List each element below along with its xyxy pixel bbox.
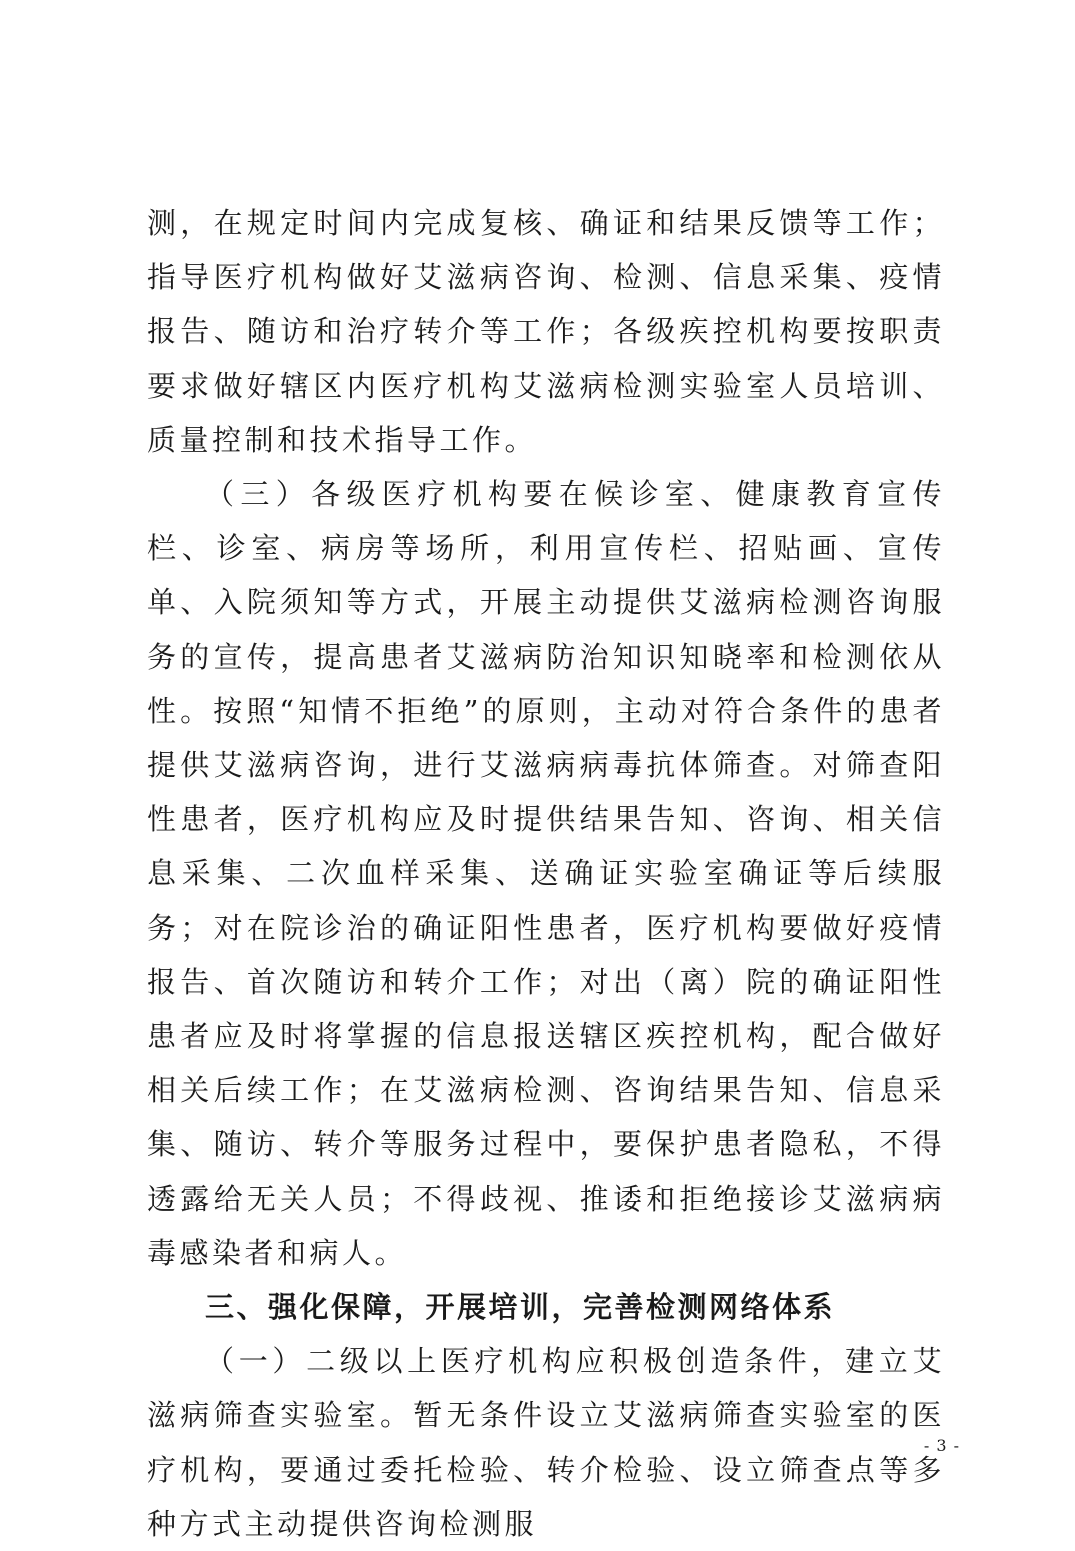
paragraph-item-three: （三）各级医疗机构要在候诊室、健康教育宣传栏、诊室、病房等场所，利用宣传栏、招贴画、宣传单、入院须知等方式，开展主动提供艾滋病检测咨询服务的宣传，提高患者艾滋病防治知识知晓率和检测依从性。按照“知情不拒绝”的原则，主动对符合条件的患者提供艾滋病咨询，进行艾滋病病毒抗体筛查。对筛查阳性患者，医疗机构应及时提供结果告知、咨询、相关信息采集、二次血样采集、送确证实验室确证等后续服务；对在院诊治的确证阳性患者，医疗机构要做好疫情报告、首次随访和转介工作；对出（离）院的确证阳性患者应及时将掌握的信息报送辖区疾控机构，配合做好相关后续工作；在艾滋病检测、咨询结果告知、信息采集、随访、转介等服务过程中，要保护患者隐私，不得透露给无关人员；不得歧视、推诿和拒绝接诊艾滋病病毒感染者和病人。: [147, 477, 945, 1270]
paragraph-continued: 测，在规定时间内完成复核、确证和结果反馈等工作；指导医疗机构做好艾滋病咨询、检测、信息采集、疫情报告、随访和治疗转介等工作；各级疾控机构要按职责要求做好辖区内医疗机构艾滋病检测实验室人员培训、质量控制和技术指导工作。: [147, 206, 945, 457]
section-heading: 三、强化保障，开展培训，完善检测网络体系: [205, 1290, 836, 1325]
document-body: [147, 196, 945, 1551]
page-number: - 3 -: [923, 1436, 960, 1455]
paragraph-item-one: （一）二级以上医疗机构应积极创造条件，建立艾滋病筛查实验室。暂无条件设立艾滋病筛查实验室的医疗机构，要通过委托检验、转介检验、设立筛查点等多种方式主动提供咨询检测服: [147, 1344, 945, 1541]
